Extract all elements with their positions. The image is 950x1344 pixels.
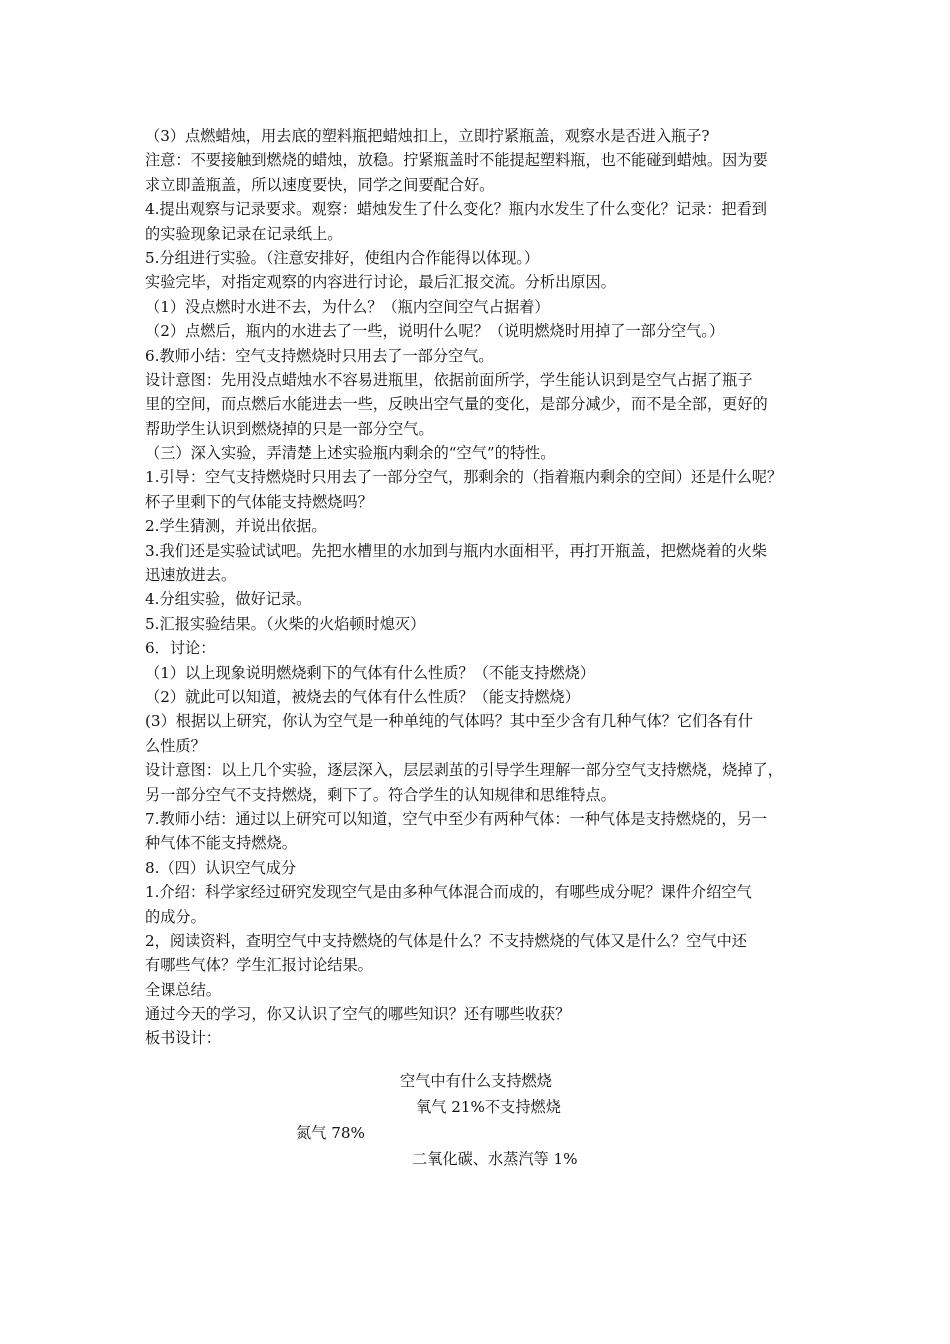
text-line: 么性质？ [145,736,206,755]
text-line: 杯子里剩下的气体能支持燃烧吗？ [145,492,373,511]
text-line: 注意：不要接触到燃烧的蜡烛，放稳。拧紧瓶盖时不能提起塑料瓶，也不能碰到蜡烛。因为要 [145,151,768,170]
text-line: 4.分组实验，做好记录。 [145,590,312,609]
text-line: 2，阅读资料，查明空气中支持燃烧的气体是什么？不支持燃烧的气体又是什么？空气中还 [145,931,747,950]
board-title: 空气中有什么支持燃烧 [400,1072,552,1090]
text-line: 板书设计： [145,1029,221,1048]
text-line: （3）点燃蜡烛，用去底的塑料瓶把蜡烛扣上，立即拧紧瓶盖，观察水是否进入瓶子? [145,127,710,145]
text-line: 5.分组进行实验。（注意安排好，使组内合作能得以体现。） [145,248,540,267]
text-line: 2.学生猜测，并说出依据。 [145,517,327,536]
text-line: （1）以上现象说明燃烧剩下的气体有什么性质？（不能支持燃烧） [145,663,596,682]
text-line: 迅速放进去。 [145,566,237,585]
text-line: 3.我们还是实验试试吧。先把水槽里的水加到与瓶内水面相平，再打开瓶盖，把燃烧着的火柴 [145,541,767,560]
text-line: （2）就此可以知道，被烧去的气体有什么性质？（能支持燃烧） [145,687,580,706]
text-line: 6．讨论： [145,639,216,658]
lesson-plan-body [145,124,821,1051]
text-line: 实验完毕，对指定观察的内容进行讨论，最后汇报交流。分析出原因。 [145,273,616,292]
text-line: 通过今天的学习，你又认识了空气的哪些知识？还有哪些收获？ [145,1005,571,1024]
text-line: 的成分。 [145,907,206,926]
text-line: 8.（四）认识空气成分 [145,858,297,877]
text-line: 6.教师小结：空气支持燃烧时只用去了一部分空气。 [145,346,494,365]
text-line: 5.汇报实验结果。（火柴的火焰顿时熄灭） [145,614,426,633]
text-line: 4.提出观察与记录要求。观察：蜡烛发生了什么变化？瓶内水发生了什么变化？记录：把看到 [145,200,767,219]
text-line: 1.引导：空气支持燃烧时只用去了一部分空气，那剩余的（指着瓶内剩余的空间）还是什么呢？ [145,468,783,487]
text-line: 求立即盖瓶盖，所以速度要快，同学之间要配合好。 [145,175,495,194]
board-oxygen-line: 氧气 21%不支持燃烧 [416,1098,561,1116]
text-line: 里的空间，而点燃后水能进去一些，反映出空气量的变化，是部分减少，而不是全部，更好的 [145,395,768,414]
board-others-line: 二氧化碳、水蒸汽等 1% [412,1150,578,1168]
text-line: 7.教师小结：通过以上研究可以知道，空气中至少有两种气体：一种气体是支持燃烧的，另一 [145,809,767,828]
text-line: 另一部分空气不支持燃烧，剩下了。符合学生的认知规律和思维特点。 [145,785,616,804]
text-line: 种气体不能支持燃烧。 [145,834,297,853]
text-line: 全课总结。 [145,980,221,999]
board-nitrogen-line: 氮气 78% [296,1124,365,1142]
text-line: （三）深入实验，弄清楚上述实验瓶内剩余的“空气”的特性。 [145,444,556,463]
text-line: 设计意图：先用没点蜡烛水不容易进瓶里，依据前面所学，学生能认识到是空气占据了瓶子 [145,370,753,389]
text-line: 的实验现象记录在记录纸上。 [145,224,343,243]
text-line: 帮助学生认识到燃烧掉的只是一部分空气。 [145,419,434,438]
text-line: 1.介绍：科学家经过研究发现空气是由多种气体混合而成的，有哪些成分呢？课件介绍空气 [145,883,752,902]
text-line: (3）根据以上研究，你认为空气是一种单纯的气体吗？其中至少含有几种气体？它们各有什 [145,712,753,731]
text-line: 有哪些气体？学生汇报讨论结果。 [145,956,373,975]
text-line: 设计意图：以上几个实验，逐层深入，层层剥茧的引导学生理解一部分空气支持燃烧，烧掉了， [145,761,783,780]
text-line: （2）点燃后，瓶内的水进去了一些，说明什么呢？（说明燃烧时用掉了一部分空气。） [145,322,725,341]
text-line: （1）没点燃时水进不去，为什么？（瓶内空间空气占据着） [145,297,550,316]
